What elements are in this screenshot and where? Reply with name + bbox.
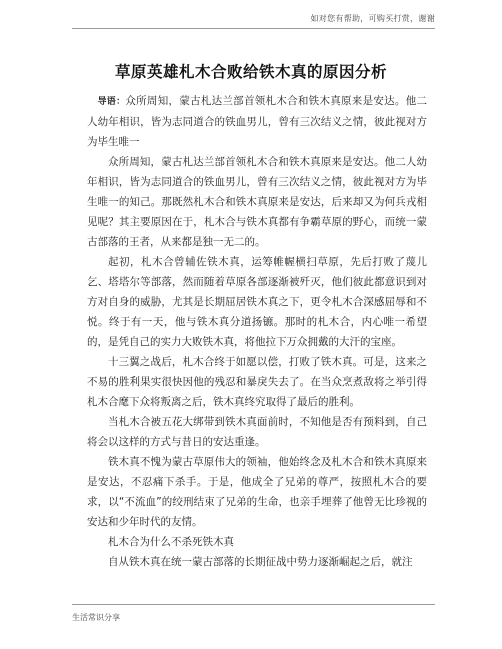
header-divider (72, 28, 435, 29)
header-note: 如对您有帮助，可购买打赏，谢谢 (310, 14, 435, 23)
document-body (87, 91, 427, 572)
footer-note: 生活常识分享 (72, 613, 120, 622)
body-paragraph: 众所周知，蒙古札达兰部首领札木合和铁木真原来是安达。他二人幼年相识，皆为志同道合的铁血男儿，曾有三次结义之情，彼此视对方为毕生唯一的知己。那既然札木合和铁木真原来是安达，后来却又为何兵戎相见呢？其主要原因在于，札木合与铁木真都有争霸草原的野心，而统一蒙古部落的王者，从来都是独一无二的。 (87, 156, 427, 248)
document-title: 草原英雄札木合败给铁木真的原因分析 (114, 63, 387, 81)
lead-text: 众所周知，蒙古札达兰部首领札木合和铁木真原来是安达。他二人幼年相识，皆为志同道合的铁血男儿，曾有三次结义之情，彼此视对方为毕生唯一 (87, 95, 427, 148)
body-paragraph: 自从铁木真在统一蒙古部落的长期征战中势力逐渐崛起之后，就注 (108, 556, 413, 568)
body-paragraph: 当札木合被五花大绑带到铁木真面前时，不知他是否有预料到，自己将会以这样的方式与昔日的安达重逢。 (87, 416, 427, 448)
footer-divider (72, 604, 435, 605)
lead-paragraph (87, 91, 427, 152)
body-paragraph: 起初，札木合曾辅佐铁木真，运筹帷幄横扫草原，先后打败了蔑儿乞、塔塔尔等部落，然而随着草原各部逐渐被歼灭，他们彼此都意识到对方对自身的威胁，尤其是长期屈居铁木真之下，更令札木合深感屈辱和不悦。终于有一天，他与铁木真分道扬镳。那时的札木合，内心唯一希望的，是凭自己的实力大败铁木真，将他拉下万众拥戴的大汗的宝座。 (87, 256, 427, 348)
section-heading: 札木合为什么不杀死铁木真 (108, 536, 234, 548)
lead-label: 导语： (97, 97, 126, 107)
body-paragraph: 铁木真不愧为蒙古草原伟大的领袖，他始终念及札木合和铁木真原来是安达，不忍痛下杀手。于是，他成全了兄弟的尊严，按照札木合的要求，以“不流血”的绞刑结束了兄弟的生命，也亲手埋葬了他曾无比珍视的安达和少年时代的友情。 (87, 456, 427, 528)
body-paragraph: 十三翼之战后，札木合终于如愿以偿，打败了铁木真。可是，这来之不易的胜利果实很快因他的残忍和暴戾失去了。在当众烹煮敌将之举引得札木合麾下众将叛离之后，铁木真终究取得了最后的胜利。 (87, 356, 427, 408)
